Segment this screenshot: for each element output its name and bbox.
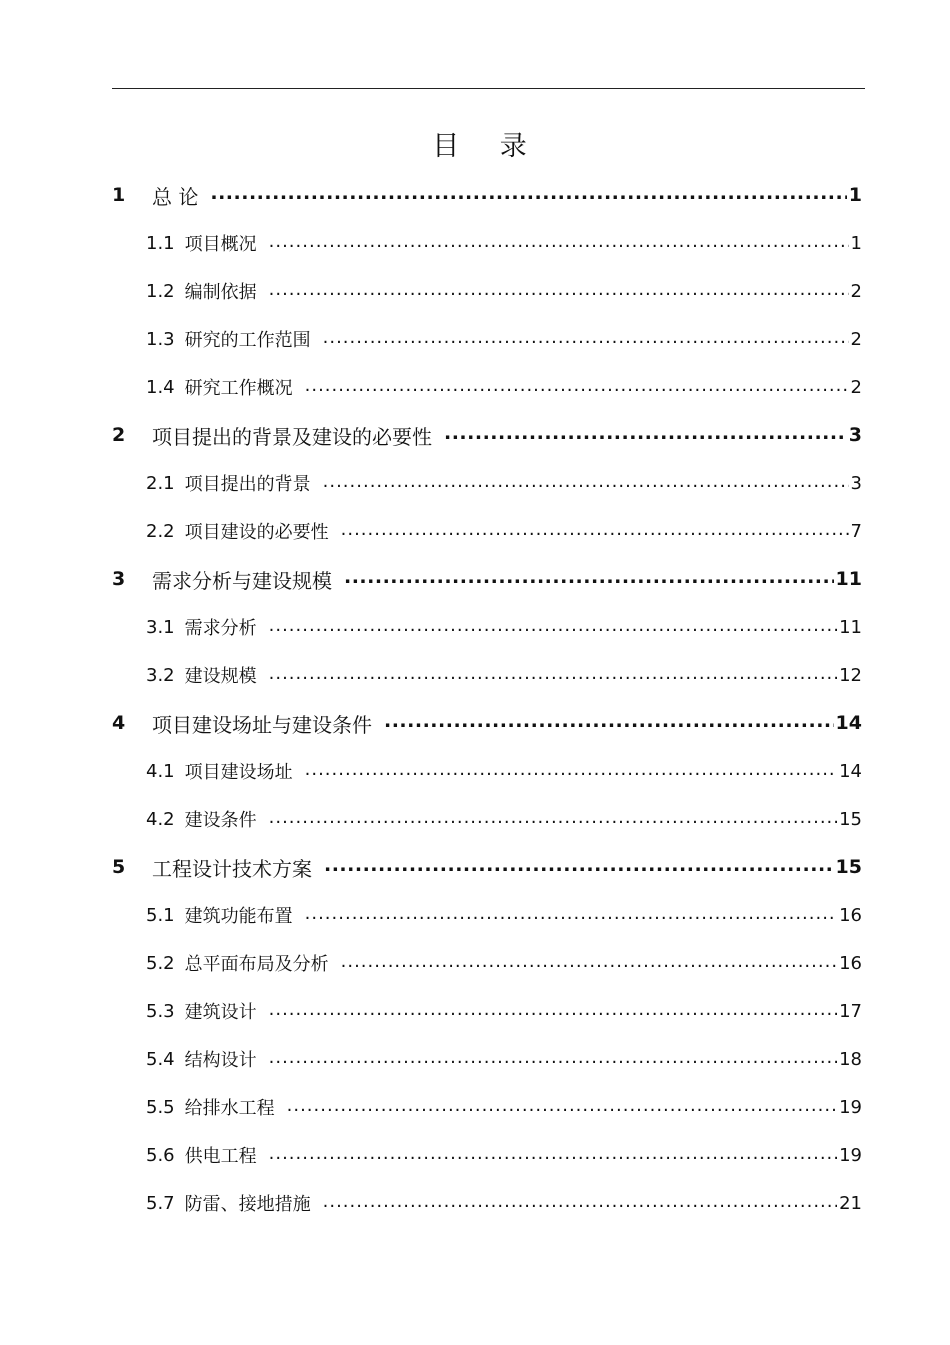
dot-leader [344,564,834,594]
toc-entry-label: 结构设计 [184,1050,257,1071]
toc-entry-page-number: 1 [850,232,862,254]
toc-entry-number: 4 [112,712,126,734]
toc-entry-number: 5.6 [146,1144,175,1166]
dot-leader [305,756,837,786]
toc-entry-page-number: 21 [839,1192,862,1214]
toc-entry-label: 给排水工程 [184,1098,275,1119]
toc-entry-page-number: 7 [850,520,862,542]
toc-section-entry[interactable] [146,660,862,690]
toc-section-entry[interactable] [146,1188,862,1218]
dot-leader [210,180,846,210]
toc-entry-label: 建设规模 [184,666,257,687]
toc-entry-page-number: 19 [839,1144,862,1166]
toc-section-entry[interactable] [146,324,862,354]
toc-section-entry[interactable] [146,228,862,258]
toc-entry-page-number: 15 [835,856,862,878]
toc-entry-number: 3.2 [146,664,175,686]
toc-entry-number: 5.5 [146,1096,175,1118]
toc-section-entry[interactable] [146,996,862,1026]
dot-leader [384,708,834,738]
toc-section-entry[interactable] [146,276,862,306]
toc-entry-label: 建筑功能布置 [184,906,293,927]
toc-entry-number: 5.3 [146,1000,175,1022]
toc-entry-page-number: 11 [839,616,862,638]
toc-chapter-entry[interactable] [112,852,862,882]
toc-entry-label: 研究的工作范围 [184,330,311,351]
toc-entry-label: 工程设计技术方案 [152,856,312,881]
toc-entry-number: 4.2 [146,808,175,830]
toc-entry-page-number: 11 [835,568,862,590]
dot-leader [269,660,837,690]
toc-entry-label: 项目建设场址 [184,762,293,783]
dot-leader [269,276,849,306]
dot-leader [324,852,834,882]
toc-section-entry[interactable] [146,1044,862,1074]
dot-leader [287,1092,837,1122]
toc-entry-number: 1.4 [146,376,175,398]
toc-entry-page-number: 17 [839,1000,862,1022]
dot-leader [323,468,849,498]
toc-section-entry[interactable] [146,1140,862,1170]
toc-section-entry[interactable] [146,1092,862,1122]
toc-section-entry[interactable] [146,468,862,498]
dot-leader [323,324,849,354]
toc-entry-label: 项目提出的背景及建设的必要性 [152,424,432,449]
toc-entry-label: 项目建设的必要性 [184,522,329,543]
toc-entry-number: 5.7 [146,1192,175,1214]
dot-leader [269,1044,837,1074]
toc-section-entry[interactable] [146,516,862,546]
dot-leader [269,1140,837,1170]
toc-entry-page-number: 15 [839,808,862,830]
toc-entry-label: 项目建设场址与建设条件 [152,712,372,737]
toc-entry-label: 项目提出的背景 [184,474,311,495]
toc-entry-page-number: 3 [850,472,862,494]
dot-leader [341,516,849,546]
toc-entry-label: 需求分析与建设规模 [152,568,332,593]
dot-leader [323,1188,837,1218]
toc-section-entry[interactable] [146,900,862,930]
toc-entry-number: 5.4 [146,1048,175,1070]
toc-chapter-entry[interactable] [112,708,862,738]
toc-entry-page-number: 2 [850,376,862,398]
toc-entry-number: 5 [112,856,126,878]
toc-entry-number: 2 [112,424,126,446]
toc-section-entry[interactable] [146,612,862,642]
toc-entry-number: 1.1 [146,232,175,254]
toc-entry-number: 4.1 [146,760,175,782]
toc-entry-number: 3.1 [146,616,175,638]
toc-entry-page-number: 19 [839,1096,862,1118]
dot-leader [269,804,837,834]
toc-section-entry[interactable] [146,948,862,978]
toc-section-entry[interactable] [146,756,862,786]
toc-entry-page-number: 12 [839,664,862,686]
toc-entry-page-number: 14 [839,760,862,782]
dot-leader [341,948,837,978]
header-rule [112,88,865,89]
toc-chapter-entry[interactable] [112,420,862,450]
toc-entry-page-number: 2 [850,328,862,350]
toc-entry-page-number: 18 [839,1048,862,1070]
toc-entry-page-number: 2 [850,280,862,302]
toc-chapter-entry[interactable] [112,564,862,594]
toc-entry-label: 总 论 [152,184,199,209]
toc-entry-page-number: 1 [848,184,862,206]
toc-entry-number: 3 [112,568,126,590]
toc-entry-number: 1 [112,184,126,206]
toc-entry-page-number: 16 [839,952,862,974]
toc-entry-label: 项目概况 [184,234,257,255]
toc-entry-label: 研究工作概况 [184,378,293,399]
toc-entry-label: 建设条件 [184,810,257,831]
toc-entry-label: 供电工程 [184,1146,257,1167]
dot-leader [269,228,849,258]
toc-entry-number: 1.3 [146,328,175,350]
toc-entry-number: 2.1 [146,472,175,494]
dot-leader [305,372,849,402]
dot-leader [269,612,837,642]
toc-entry-number: 5.1 [146,904,175,926]
toc-entry-number: 2.2 [146,520,175,542]
toc-section-entry[interactable] [146,804,862,834]
dot-leader [444,420,847,450]
dot-leader [269,996,837,1026]
toc-entry-page-number: 16 [839,904,862,926]
toc-entry-label: 总平面布局及分析 [184,954,329,975]
toc-entry-label: 防雷、接地措施 [184,1194,311,1215]
toc-title: 目 录 [432,131,543,162]
toc-section-entry[interactable] [146,372,862,402]
toc-entry-label: 需求分析 [184,618,257,639]
toc-entry-number: 1.2 [146,280,175,302]
toc-entry-label: 建筑设计 [184,1002,257,1023]
toc-entry-page-number: 14 [835,712,862,734]
toc-entry-page-number: 3 [848,424,862,446]
toc-chapter-entry[interactable] [112,180,862,210]
toc-entry-label: 编制依据 [184,282,257,303]
toc-entry-number: 5.2 [146,952,175,974]
dot-leader [305,900,837,930]
